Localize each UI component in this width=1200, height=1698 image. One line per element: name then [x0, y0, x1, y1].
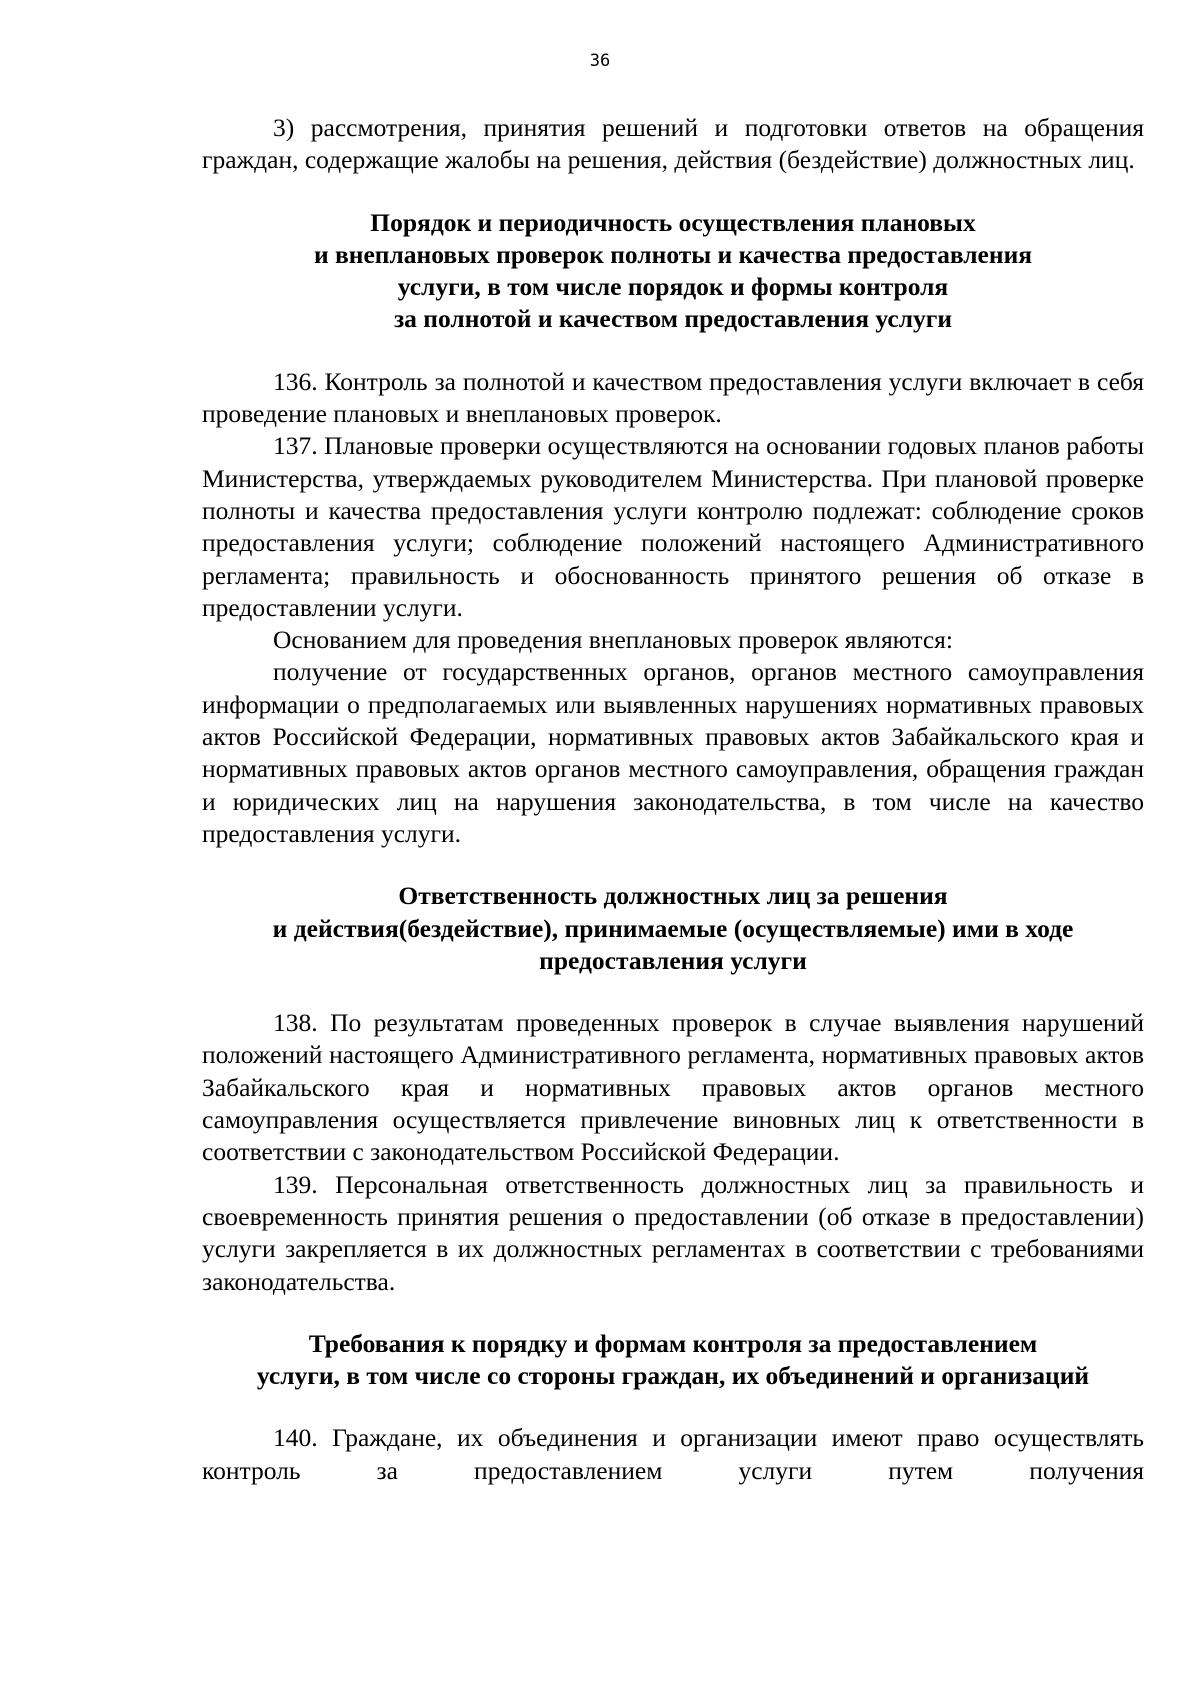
section-heading-control-requirements	[202, 1328, 1144, 1393]
paragraph-item-3: 3) рассмотрения, принятия решений и подготовки ответов на обращения граждан, содержащие жалобы на решения, действия (бездействие) должностных лиц.	[202, 113, 1144, 175]
heading-line: и внеплановых проверок полноты и качества предоставления	[313, 239, 1033, 269]
page-number: 36	[589, 51, 611, 71]
paragraph-unscheduled-details: получение от государственных органов, органов местного самоуправления информации о предполагаемых или выявленных нарушениях нормативных правовых актов Российской Федерации, нормативных правовых актов Забайкальского края и нормативных правовых актов органов местного самоуправления, обращения граждан и юридических лиц на нарушения законодательства, в том числе на качество предоставления услуги.	[202, 657, 1144, 848]
heading-line: за полнотой и качеством предоставления услуги	[393, 304, 953, 334]
heading-line: Порядок и периодичность осуществления плановых	[370, 207, 976, 237]
document-body	[202, 112, 1144, 1487]
heading-line: и действия(бездействие), принимаемые (осуществляемые) ими в ходе	[272, 913, 1074, 943]
section-heading-responsibility	[202, 880, 1144, 977]
paragraph-137: 137. Плановые проверки осуществляются на основании годовых планов работы Министерства, утверждаемых руководителем Министерства. При плановой проверке полноты и качества предоставления услуги контролю подлежат: соблюдение сроков предоставления услуги; соблюдение положений настоящего Административного регламента; правильность и обоснованность принятого решения об отказе в предоставлении услуги.	[202, 431, 1144, 622]
heading-line: предоставления услуги	[539, 945, 807, 975]
heading-line: Ответственность должностных лиц за решения	[398, 881, 948, 911]
paragraph-139: 139. Персональная ответственность должностных лиц за правильность и своевременность принятия решения о предоставлении (об отказе в предоставлении) услуги закрепляется в их должностных регламентах в соответствии с требованиями законодательства.	[202, 1169, 1144, 1296]
paragraph-140: 140. Граждане, их объединения и организации имеют право осуществлять контроль за предоставлением услуги путем получения	[202, 1423, 1144, 1485]
paragraph-unscheduled-grounds: Основанием для проведения внеплановых проверок являются:	[273, 625, 953, 655]
paragraph-138: 138. По результатам проведенных проверок в случае выявления нарушений положений настоящего Административного регламента, нормативных правовых актов Забайкальского края и нормативных правовых актов органов местного самоуправления осуществляется привлечение виновных лиц к ответственности в соответствии с законодательством Российской Федерации.	[202, 1008, 1144, 1167]
heading-line: услуги, в том числе со стороны граждан, их объединений и организаций	[256, 1361, 1090, 1391]
heading-line: услуги, в том числе порядок и формы контроля	[397, 272, 949, 302]
section-heading-inspections	[202, 207, 1144, 336]
heading-line: Требования к порядку и формам контроля за предоставлением	[308, 1328, 1038, 1358]
paragraph-136: 136. Контроль за полнотой и качеством предоставления услуги включает в себя проведение плановых и внеплановых проверок.	[202, 366, 1144, 429]
